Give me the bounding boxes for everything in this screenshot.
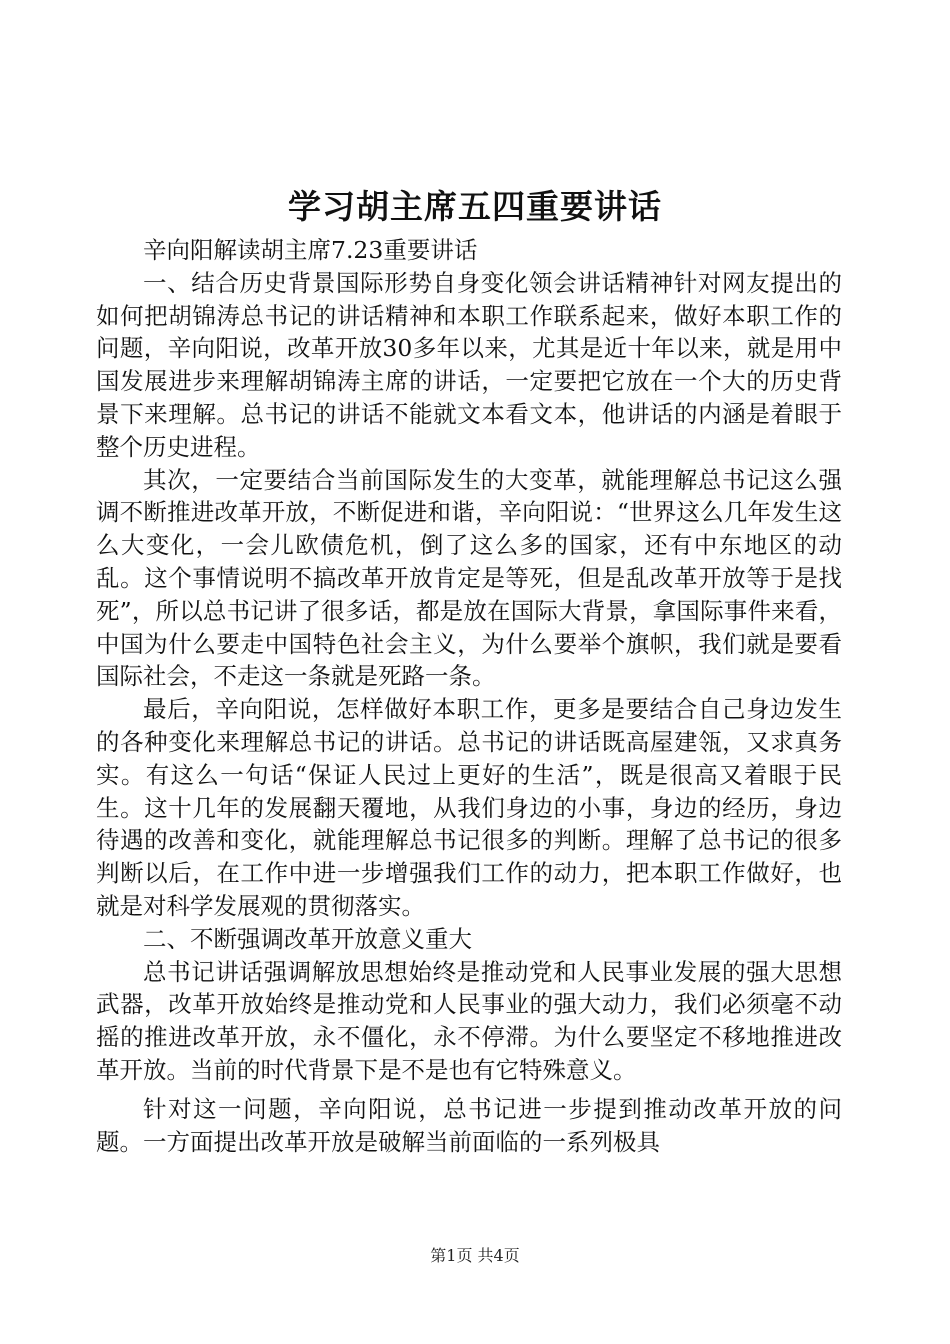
paragraph-subtitle: 辛向阳解读胡主席7.23重要讲话 [143, 236, 478, 264]
paragraph-finally: 最后，辛向阳说，怎样做好本职工作，更多是要结合自己身边发生的各种变化来理解总书记的讲话。总书记的讲话既高屋建瓴，又求真务实。有这么一句话“保证人民过上更好的生活”，既是很高又着眼于民生。这十几年的发展翻天覆地，从我们身边的小事，身边的经历，身边待遇的改善和变化，就能理解总书记很多的判断。理解了总书记的很多判断以后，在工作中进一步增强我们工作的动力，把本职工作做好，也就是对科学发展观的贯彻落实。 [96, 695, 842, 920]
paragraph-continued: 针对这一问题，辛向阳说，总书记进一步提到推动改革开放的问题。一方面提出改革开放是破解当前面临的一系列极具 [96, 1094, 842, 1156]
document-body [96, 234, 842, 1158]
document-title: 学习胡主席五四重要讲话 [288, 187, 662, 226]
section-heading-two: 二、不断强调改革开放意义重大 [143, 924, 472, 953]
paragraph-section-two: 总书记讲话强调解放思想始终是推动党和人民事业发展的强大思想武器，改革开放始终是推动党和人民事业的强大动力，我们必须毫不动摇的推进改革开放，永不僵化，永不停滞。为什么要坚定不移地推进改革开放。当前的时代背景下是不是也有它特殊意义。 [96, 957, 842, 1084]
paragraph-section-one: 一、结合历史背景国际形势自身变化领会讲话精神针对网友提出的如何把胡锦涛总书记的讲话精神和本职工作联系起来，做好本职工作的问题，辛向阳说，改革开放30多年以来，尤其是近十年以来，就是用中国发展进步来理解胡锦涛主席的讲话，一定要把它放在一个大的历史背景下来理解。总书记的讲话不能就文本看文本，他讲话的内涵是着眼于整个历史进程。 [96, 268, 842, 461]
paragraph-second: 其次，一定要结合当前国际发生的大变革，就能理解总书记这么强调不断推进改革开放，不断促进和谐，辛向阳说：“世界这么几年发生这么大变化，一会儿欧债危机，倒了这么多的国家，还有中东地区的动乱。这个事情说明不搞改革开放肯定是等死，但是乱改革开放等于是找死”，所以总书记讲了很多话，都是放在国际大背景，拿国际事件来看，中国为什么要走中国特色社会主义，为什么要举个旗帜，我们就是要看国际社会，不走这一条就是死路一条。 [96, 465, 842, 691]
page-footer: 第1页 共4页 [430, 1246, 520, 1265]
